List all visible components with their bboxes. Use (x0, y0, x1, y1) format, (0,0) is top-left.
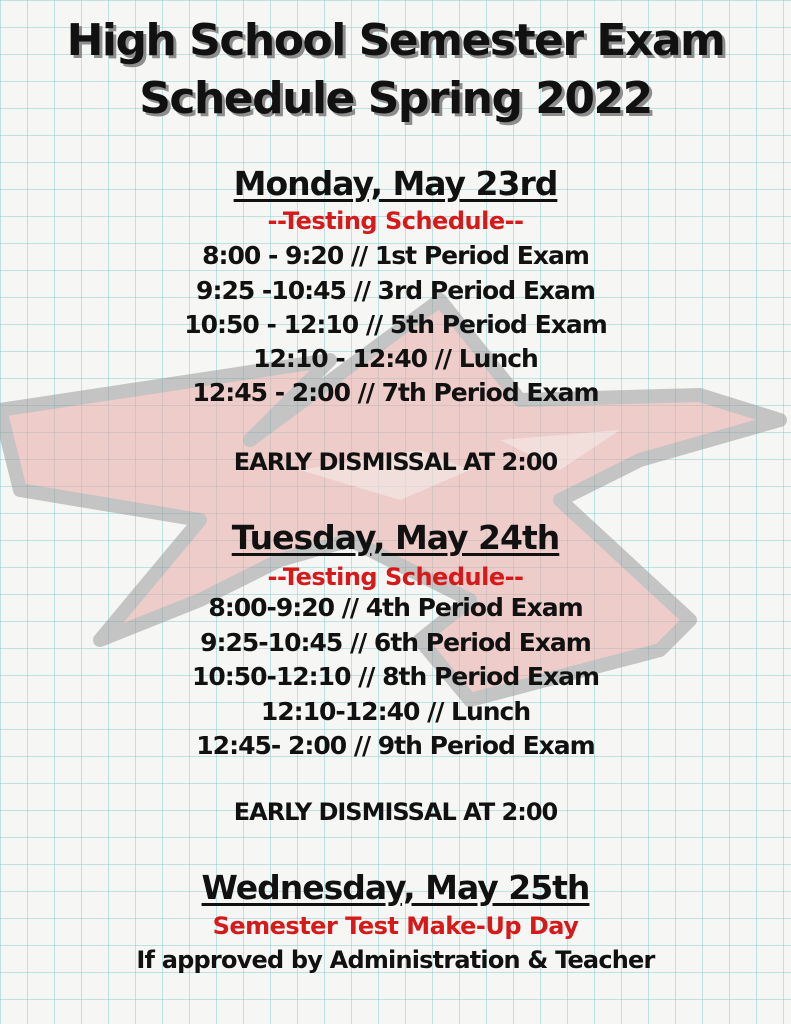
monday-subheading: --Testing Schedule-- (267, 207, 524, 235)
tuesday-slot: 12:10-12:40 // Lunch (260, 697, 531, 726)
tuesday-subheading: --Testing Schedule-- (267, 563, 524, 591)
tuesday-slot: 8:00-9:20 // 4th Period Exam (208, 593, 583, 622)
monday-slot: 12:10 - 12:40 // Lunch (253, 344, 538, 373)
tuesday-slot: 12:45- 2:00 // 9th Period Exam (196, 731, 595, 760)
monday-slot: 8:00 - 9:20 // 1st Period Exam (202, 241, 589, 270)
monday-dismissal: EARLY DISMISSAL AT 2:00 (233, 448, 558, 476)
tuesday-dismissal: EARLY DISMISSAL AT 2:00 (233, 798, 558, 826)
title-line-1: High School Semester Exam (66, 15, 725, 66)
wednesday-heading: Wednesday, May 25th (201, 868, 590, 907)
monday-heading: Monday, May 23rd (233, 164, 558, 203)
page-title (0, 12, 791, 128)
tuesday-slot: 10:50-12:10 // 8th Period Exam (191, 662, 600, 691)
monday-slot: 10:50 - 12:10 // 5th Period Exam (184, 310, 607, 339)
monday-slot: 9:25 -10:45 // 3rd Period Exam (196, 276, 595, 305)
monday-slot: 12:45 - 2:00 // 7th Period Exam (192, 378, 599, 407)
wednesday-subheading: Semester Test Make-Up Day (212, 912, 579, 940)
title-line-2: Schedule Spring 2022 (139, 73, 652, 124)
wednesday-note: If approved by Administration & Teacher (136, 946, 655, 974)
tuesday-slot: 9:25-10:45 // 6th Period Exam (200, 628, 591, 657)
tuesday-heading: Tuesday, May 24th (231, 518, 560, 557)
